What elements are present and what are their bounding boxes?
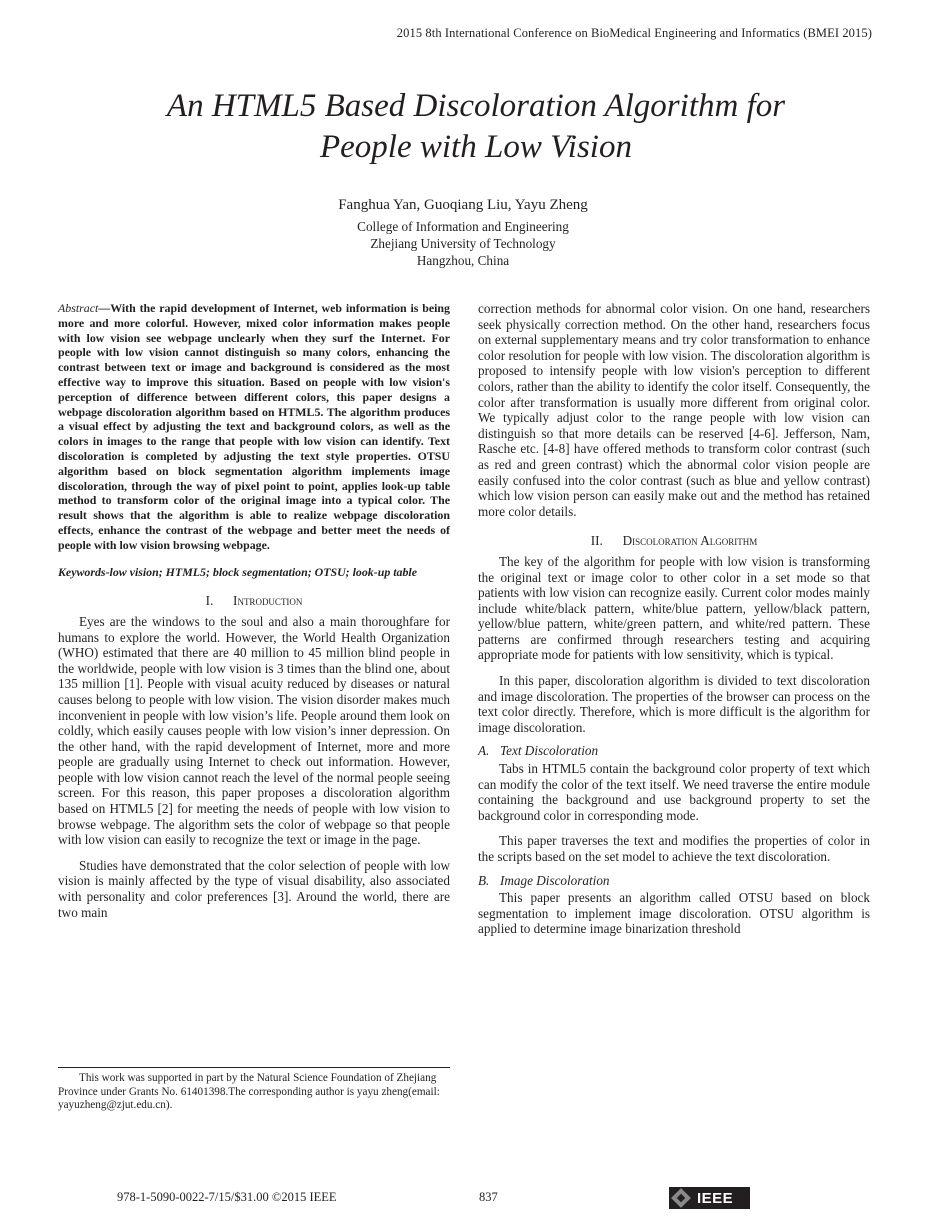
section-number: II. <box>590 533 603 549</box>
title-line-2: People with Low Vision <box>320 129 632 165</box>
body-paragraph: In this paper, discoloration algorithm is divided to text discoloration and image discoloration. The properties of the browser can process on the text color directly. Therefore, which is more difficult is the algorithm for image discoloration. <box>478 673 870 735</box>
abstract <box>58 301 450 553</box>
right-column <box>478 301 870 937</box>
subsection-heading-text-discoloration <box>478 743 870 759</box>
footnote: This work was supported in part by the Natural Science Foundation of Zhejiang Province under Grants No. 61401398.The corresponding author is yayu zheng(email: yayuzheng@zjut.edu.cn). <box>58 1072 440 1112</box>
section-number: I. <box>205 593 214 609</box>
body-paragraph: Tabs in HTML5 contain the background color property of text which can modify the color of the text itself. We need traverse the entire module containing the background and use background property to set the background color in corresponding mode. <box>478 761 870 823</box>
keywords: Keywords-low vision; HTML5; block segmentation; OTSU; look-up table <box>58 564 418 579</box>
authors: Fanghua Yan, Guoqiang Liu, Yayu Zheng <box>338 197 588 213</box>
ieee-logo-text: IEEE <box>697 1189 734 1207</box>
affiliation-line: Zhejiang University of Technology <box>370 236 556 251</box>
ieee-diamond-icon <box>671 1188 691 1208</box>
affiliation <box>0 218 926 269</box>
body-paragraph-continued: correction methods for abnormal color vision. On one hand, researchers seek physically correction method. On the other hand, researchers focus on external supplementary means and try color transformation to enhance color resolution for people with low vision. The discoloration algorithm is proposed to intensify people with low vision's perception to different colors, rather than the ability to identify the color itself. Consequently, the color after transformation is usually more different from original color. We typically adjust color to the range people with low vision can distinguish so that more details can be reserved [4-6]. Jefferson, Nam, Rasche etc. [4-8] have offered methods to transform color contrast (such as red and green contrast) which the abnormal color vision people are easily confused into the color contrast (such as blue and yellow contrast) which low vision person can easily make out and the method has retained more color details. <box>478 301 870 519</box>
section-title: Discoloration Algorithm <box>622 533 758 549</box>
conference-header: 2015 8th International Conference on BioMedical Engineering and Informatics (BMEI 2015) <box>396 26 872 40</box>
subsection-heading-image-discoloration <box>478 873 870 889</box>
paper-title <box>0 86 952 168</box>
affiliation-line: College of Information and Engineering <box>357 219 569 234</box>
subsection-title: Text Discoloration <box>500 743 599 759</box>
left-column <box>58 301 450 920</box>
title-line-1: An HTML5 Based Discoloration Algorithm for <box>166 88 786 124</box>
ieee-logo <box>669 1187 750 1209</box>
abstract-label: Abstract <box>58 301 99 315</box>
subsection-label: A. <box>478 743 490 759</box>
abstract-text: —With the rapid development of Internet, web information is being more and more colorful. However, mixed color information makes people with low vision see webpage unclearly when they surf the Internet. For people with low vision cannot distinguish so many colors, enhancing the contrast between text or image and background is considered as the most effective way to improve this situation. Based on people with low vision's perception of difference between different colors, this paper designs a webpage discoloration algorithm based on HTML5. The algorithm produces a visual effect by adjusting the text and background colors, as well as the colors in images to the range that people with low vision can identify. Text discoloration is completed by adjusting the text style properties. OTSU algorithm based on block segmentation algorithm implements image discoloration, through the way of pixel point to point, applies look-up table method to transform color of the original image into a typical color. The result shows that the algorithm is able to realize webpage discoloration effects, enhance the contrast of the webpage and better meet the needs of people with low vision browsing webpage. <box>58 301 450 552</box>
section-heading-introduction <box>58 593 450 609</box>
subsection-label: B. <box>478 872 490 888</box>
section-title: Introduction <box>233 593 303 609</box>
body-paragraph: This paper presents an algorithm called OTSU based on block segmentation to implement image discoloration. OTSU algorithm is applied to determine image binarization threshold <box>478 890 870 937</box>
body-paragraph: This paper traverses the text and modifies the properties of color in the scripts based on the set model to achieve the text discoloration. <box>478 833 870 864</box>
footer-isbn: 978-1-5090-0022-7/15/$31.00 ©2015 IEEE <box>117 1190 337 1204</box>
body-paragraph: The key of the algorithm for people with low vision is transforming the original text or image color to other color in a set mode so that patients with low vision can recognize easily. Current color modes mainly include white/black pattern, white/blue pattern, yellow/black pattern, yellow/blue pattern, white/green pattern, and white/red pattern. These patterns are confirmed through researchers testing and acquiring appropriate mode for patients with low sensitivity, which is typical. <box>478 553 870 663</box>
subsection-title: Image Discoloration <box>500 872 610 888</box>
footnote-divider <box>58 1067 450 1068</box>
body-paragraph: Eyes are the windows to the soul and also a main thoroughfare for humans to explore the world. However, the World Health Organization (WHO) estimated that there are 40 million to 45 million blind people in the worldwide, people with low vision is 3 times than the blind one, about 135 million [1]. People with visual acuity reduced by diseases or natural causes belong to people with low vision. The vision disorder makes much inconvenient in people with low vision’s life. People around them look on coldly, which easily causes people with low vision’s inner depression. On the other hand, with the rapid development of Internet, more and more people are gradually using Internet to check out information. However, people with low vision cannot reach the level of the normal people seeing screen. For this reason, this paper proposes a discoloration algorithm based on HTML5 [2] for meeting the needs of people with low vision to browse webpage. The algorithm sets the color of webpage so that people with low vision can easily to recognize the text or image in the page. <box>58 613 450 848</box>
body-paragraph: Studies have demonstrated that the color selection of people with low vision is mainly affected by the type of visual disability, also associated with personality and color preferences [3]. Around the world, there are two main <box>58 857 450 920</box>
page-number: 837 <box>479 1190 498 1204</box>
section-heading-algorithm <box>478 533 870 549</box>
affiliation-line: Hangzhou, China <box>416 253 510 268</box>
